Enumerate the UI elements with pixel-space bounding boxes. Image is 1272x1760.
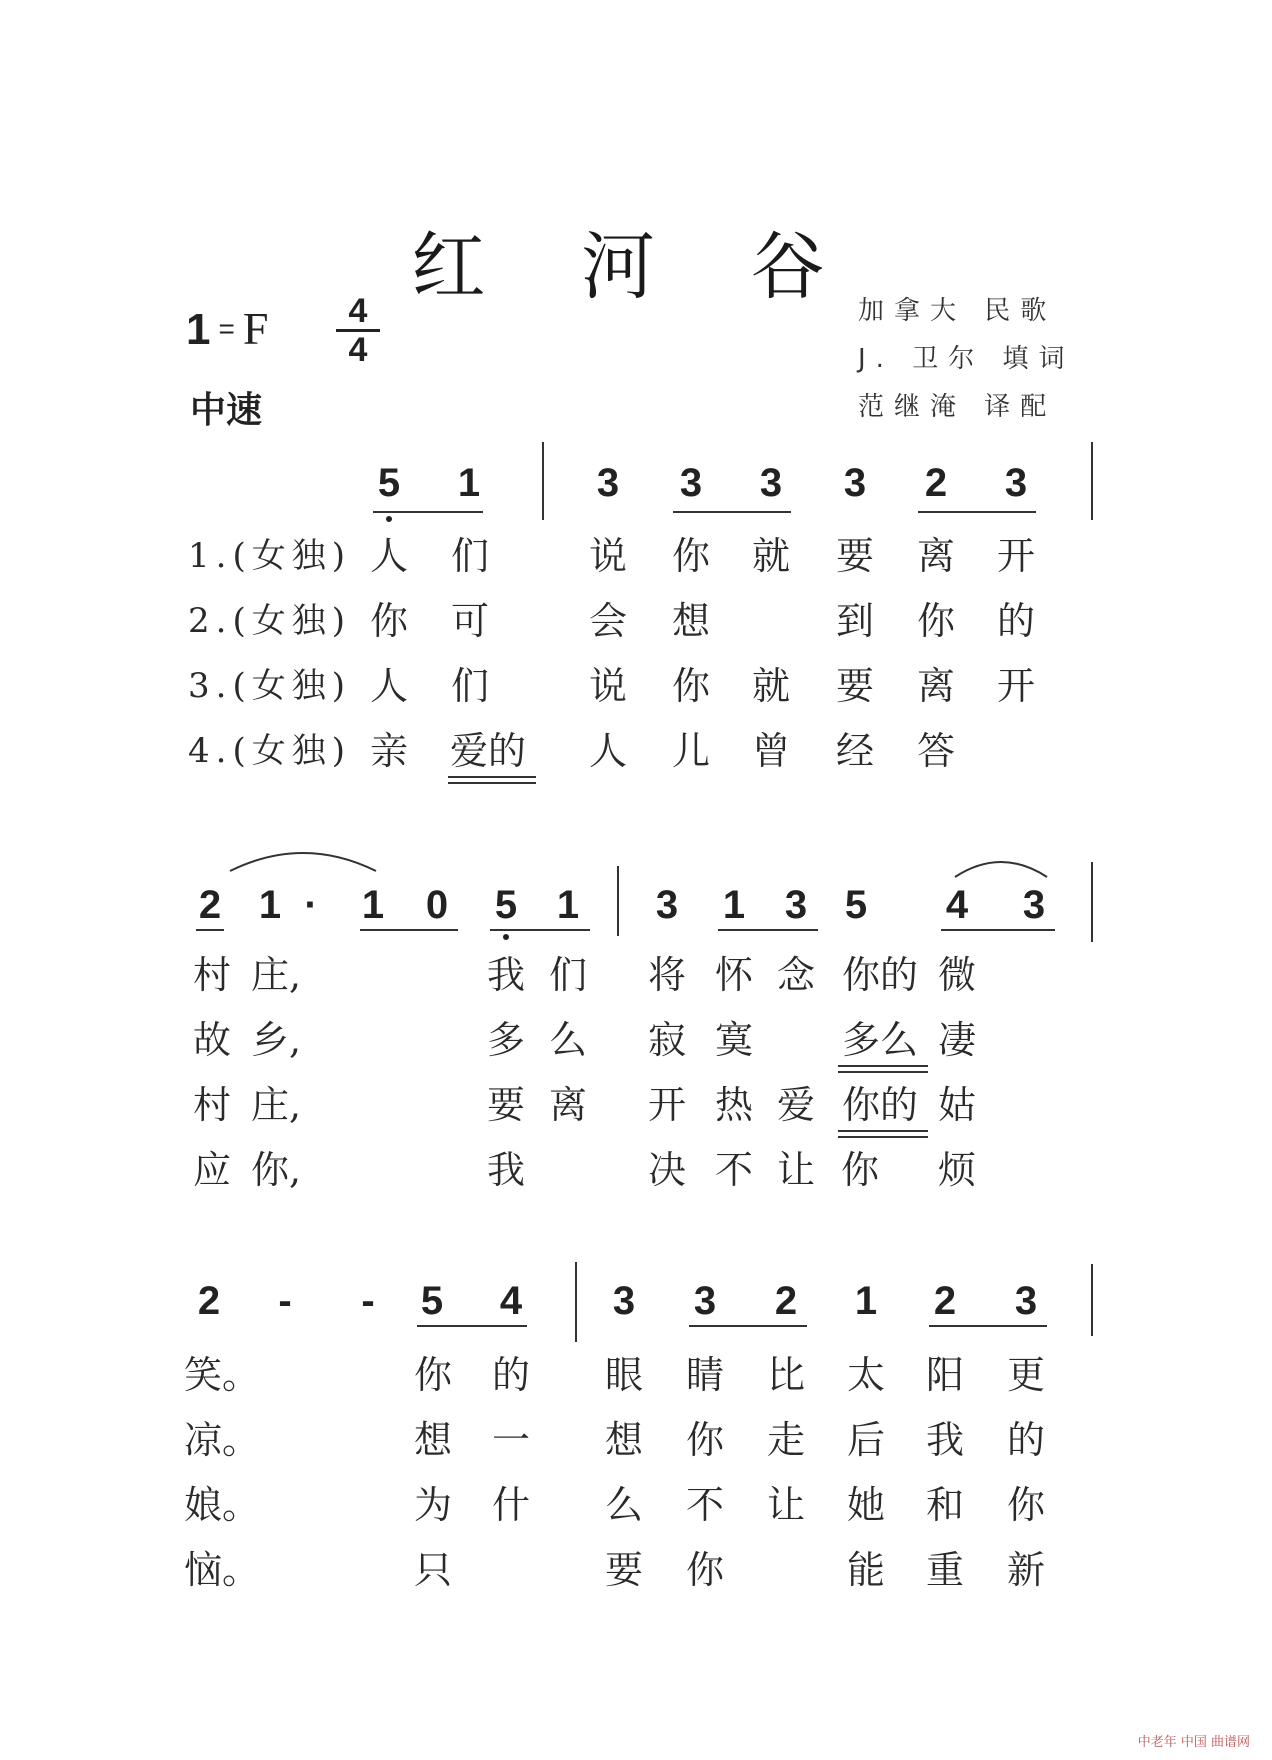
lyric-syllable: 让	[776, 1148, 815, 1192]
lyric-syllable: 烦	[937, 1148, 976, 1192]
note: 3	[612, 1279, 636, 1323]
lyric-syllable: 不	[685, 1483, 724, 1527]
beam-underline	[417, 1325, 527, 1327]
note: 0	[425, 883, 449, 927]
lyric-syllable: 凉。	[184, 1418, 261, 1462]
lyric-syllable: 经	[835, 729, 874, 773]
lyric-syllable: 儿	[671, 729, 710, 773]
verse-label: 3.(女独)	[188, 666, 351, 706]
lyric-syllable: 你	[1006, 1483, 1045, 1527]
lyric-syllable: 们	[450, 664, 489, 708]
note: 3	[759, 461, 783, 505]
lyric-syllable: 念	[776, 953, 815, 997]
lyric-syllable: 凄	[937, 1018, 976, 1062]
beam-underline	[941, 929, 1055, 931]
augmentation-dot: ·	[304, 883, 318, 927]
lyric-syllable: 寂	[647, 1018, 686, 1062]
dash: -	[278, 1279, 292, 1323]
lyric-syllable: 娘。	[184, 1483, 261, 1527]
lyric-syllable: 人	[369, 664, 408, 708]
lyric-syllable: 走	[766, 1418, 805, 1462]
lyric-syllable: 阳	[925, 1353, 964, 1397]
note: 3	[1004, 461, 1028, 505]
lyric-syllable: 的	[1006, 1418, 1045, 1462]
low-octave-dot	[503, 934, 509, 940]
lyric-syllable: 说	[588, 664, 627, 708]
beam-underline	[673, 511, 791, 513]
beam-underline	[718, 929, 818, 931]
bar-line	[1091, 862, 1093, 942]
lyric-syllable: 想	[604, 1418, 643, 1462]
note: 4	[499, 1279, 523, 1323]
lyric-syllable: 你	[671, 534, 710, 578]
lyric-syllable: 寞	[714, 1018, 753, 1062]
lyric-syllable: 亲	[369, 729, 408, 773]
lyric-syllable: 么	[548, 1018, 587, 1062]
lyric-syllable: 眼	[604, 1353, 643, 1397]
beam-underline	[689, 1325, 807, 1327]
lyric-syllable: 什	[491, 1483, 530, 1527]
lyric-syllable: 会	[588, 599, 627, 643]
beam-underline	[929, 1325, 1047, 1327]
credit-lyricist: J. 卫尔 填词	[858, 344, 1075, 374]
lyric-syllable: 和	[925, 1483, 964, 1527]
note: 2	[933, 1279, 957, 1323]
note: 2	[197, 1279, 221, 1323]
lyric-syllable: 要	[835, 534, 874, 578]
lyric-syllable: 恼。	[184, 1548, 261, 1592]
bar-line	[617, 866, 619, 936]
lyric-syllable: 姑	[937, 1083, 976, 1127]
bar-line	[542, 442, 544, 520]
lyric-syllable: 我	[486, 953, 525, 997]
bar-line	[575, 1262, 577, 1342]
note: 3	[1022, 883, 1046, 927]
lyric-syllable: 你	[840, 1148, 879, 1192]
lyric-syllable: 要	[835, 664, 874, 708]
beam-underline	[196, 929, 224, 931]
lyric-syllable: 多么	[841, 1018, 918, 1062]
lyric-syllable: 开	[996, 534, 1035, 578]
lyric-syllable: 你	[671, 664, 710, 708]
verse-label: 1.(女独)	[188, 536, 351, 576]
lyric-syllable: 你,	[250, 1148, 302, 1192]
note: 1	[556, 883, 580, 927]
lyric-syllable: 庄,	[250, 1083, 302, 1127]
time-signature-top: 4	[348, 292, 368, 330]
lyric-syllable: 你的	[841, 1083, 918, 1127]
credit-translator: 范继淹 译配	[858, 392, 1057, 422]
lyric-syllable: 后	[846, 1418, 885, 1462]
note: 1	[722, 883, 746, 927]
lyric-syllable: 更	[1006, 1353, 1045, 1397]
lyric-syllable: 太	[846, 1353, 885, 1397]
beam-underline	[490, 929, 590, 931]
dash: -	[361, 1279, 375, 1323]
lyric-syllable: 你	[369, 599, 408, 643]
slur-arc	[228, 843, 378, 873]
slur-double-underline	[838, 1065, 928, 1073]
lyric-syllable: 离	[916, 664, 955, 708]
slur-arc	[953, 853, 1049, 879]
lyric-syllable: 庄,	[250, 953, 302, 997]
lyric-syllable: 我	[925, 1418, 964, 1462]
note: 3	[1014, 1279, 1038, 1323]
note: 3	[843, 461, 867, 505]
lyric-syllable: 一	[491, 1418, 530, 1462]
lyric-syllable: 可	[450, 599, 489, 643]
beam-underline	[918, 511, 1036, 513]
lyric-syllable: 们	[548, 953, 587, 997]
lyric-syllable: 你	[685, 1418, 724, 1462]
lyric-syllable: 让	[766, 1483, 805, 1527]
lyric-syllable: 就	[751, 664, 790, 708]
note: 5	[844, 883, 868, 927]
lyric-syllable: 怀	[714, 953, 753, 997]
low-octave-dot	[386, 516, 392, 522]
lyric-syllable: 她	[846, 1483, 885, 1527]
lyric-syllable: 曾	[751, 729, 790, 773]
lyric-syllable: 开	[647, 1083, 686, 1127]
lyric-syllable: 应	[192, 1148, 231, 1192]
lyric-syllable: 的	[491, 1353, 530, 1397]
key-signature	[186, 302, 268, 355]
lyric-syllable: 离	[548, 1083, 587, 1127]
note: 1	[258, 883, 282, 927]
lyric-syllable: 人	[588, 729, 627, 773]
lyric-syllable: 重	[925, 1548, 964, 1592]
note: 3	[693, 1279, 717, 1323]
lyric-syllable: 你	[413, 1353, 452, 1397]
note: 3	[679, 461, 703, 505]
time-signature-bottom: 4	[348, 331, 368, 369]
key-equals: =	[218, 313, 235, 344]
note: 5	[420, 1279, 444, 1323]
lyric-syllable: 比	[766, 1353, 805, 1397]
lyric-syllable: 爱	[776, 1083, 815, 1127]
bar-line	[1091, 1264, 1093, 1336]
lyric-syllable: 答	[916, 729, 955, 773]
lyric-syllable: 想	[671, 599, 710, 643]
tempo-marking: 中速	[190, 390, 263, 431]
lyric-syllable: 能	[846, 1548, 885, 1592]
lyric-syllable: 离	[916, 534, 955, 578]
note: 5	[377, 461, 401, 505]
bar-line	[1091, 442, 1093, 520]
lyric-syllable: 就	[751, 534, 790, 578]
lyric-syllable: 热	[714, 1083, 753, 1127]
note: 2	[924, 461, 948, 505]
lyric-syllable: 的	[996, 599, 1035, 643]
note: 2	[198, 883, 222, 927]
song-title: 红 河 谷	[411, 224, 861, 310]
lyric-syllable: 乡,	[250, 1018, 302, 1062]
lyric-syllable: 们	[450, 534, 489, 578]
lyric-syllable: 想	[413, 1418, 452, 1462]
lyric-syllable: 睛	[685, 1353, 724, 1397]
lyric-syllable: 爱的	[449, 729, 526, 773]
beam-underline	[360, 929, 458, 931]
lyric-syllable: 人	[369, 534, 408, 578]
key-tonic: 1	[186, 305, 211, 354]
lyric-syllable: 么	[604, 1483, 643, 1527]
lyric-syllable: 村	[192, 953, 231, 997]
beam-underline	[373, 511, 483, 513]
watermark: 中老年 中国 曲谱网	[1137, 1735, 1250, 1750]
lyric-syllable: 开	[996, 664, 1035, 708]
lyric-syllable: 只	[413, 1548, 452, 1592]
note: 1	[854, 1279, 878, 1323]
lyric-syllable: 微	[937, 953, 976, 997]
lyric-syllable: 不	[714, 1148, 753, 1192]
lyric-syllable: 要	[604, 1548, 643, 1592]
lyric-syllable: 笑。	[184, 1353, 261, 1397]
lyric-syllable: 你的	[841, 953, 918, 997]
note: 1	[457, 461, 481, 505]
verse-label: 2.(女独)	[188, 601, 351, 641]
lyric-syllable: 新	[1006, 1548, 1045, 1592]
note: 3	[596, 461, 620, 505]
verse-label: 4.(女独)	[188, 731, 351, 771]
lyric-syllable: 故	[192, 1018, 231, 1062]
note: 5	[494, 883, 518, 927]
lyric-syllable: 你	[685, 1548, 724, 1592]
lyric-syllable: 你	[916, 599, 955, 643]
slur-double-underline	[838, 1130, 928, 1138]
lyric-syllable: 多	[486, 1018, 525, 1062]
note: 3	[784, 883, 808, 927]
lyric-syllable: 我	[486, 1148, 525, 1192]
key-note: F	[242, 303, 269, 354]
lyric-syllable: 为	[413, 1483, 452, 1527]
note: 3	[655, 883, 679, 927]
note: 4	[945, 883, 969, 927]
time-signature	[336, 294, 380, 367]
lyric-syllable: 要	[486, 1083, 525, 1127]
lyric-syllable: 村	[192, 1083, 231, 1127]
credit-origin: 加拿大 民歌	[858, 296, 1057, 326]
lyric-syllable: 将	[647, 953, 686, 997]
lyric-syllable: 到	[835, 599, 874, 643]
note: 2	[774, 1279, 798, 1323]
lyric-syllable: 决	[647, 1148, 686, 1192]
lyric-syllable: 说	[588, 534, 627, 578]
slur-double-underline	[448, 776, 536, 784]
note: 1	[361, 883, 385, 927]
